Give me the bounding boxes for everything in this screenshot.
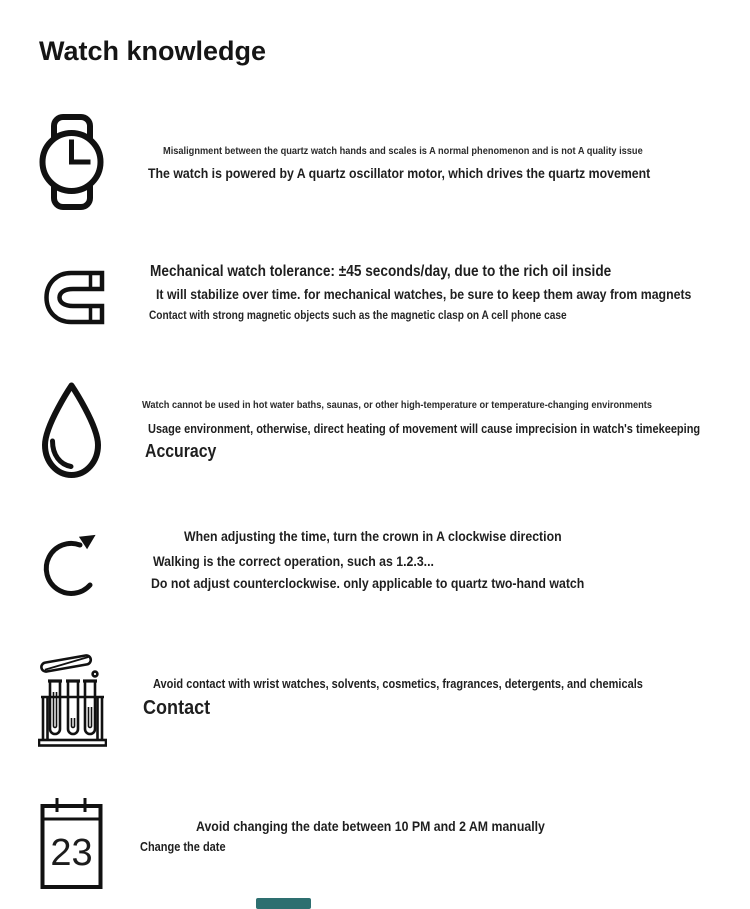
section-date-main: Avoid changing the date between 10 PM and 2 AM manually (196, 818, 545, 834)
section-date-sub: Change the date (140, 840, 226, 854)
page-title: Watch knowledge (39, 36, 267, 66)
calendar-icon (40, 798, 103, 890)
section-quartz-main: The watch is powered by A quartz oscillator motor, which drives the quartz movement (148, 165, 651, 181)
clockwise-arrow-icon (42, 524, 104, 604)
section-temperature-note: Watch cannot be used in hot water baths, saunas, or other high-temperature or temperature-changing environments (142, 399, 652, 411)
section-quartz-note: Misalignment between the quartz watch hands and scales is A normal phenomenon and is not A quality issue (163, 145, 643, 157)
section-crown-line2: Walking is the correct operation, such as 1.2.3... (153, 553, 434, 569)
quartz-watch-icon (38, 113, 105, 211)
section-chemicals-note: Avoid contact with wrist watches, solvents, cosmetics, fragrances, detergents, and chemicals (153, 677, 643, 691)
magnet-icon (43, 270, 105, 325)
section-chemicals-heading: Contact (143, 696, 211, 719)
calendar-day-number: 23 (50, 832, 93, 874)
water-drop-icon (40, 381, 103, 479)
section-crown-line1: When adjusting the time, turn the crown in A clockwise direction (184, 528, 562, 544)
section-temperature-sub: Usage environment, otherwise, direct heating of movement will cause imprecision in watch's timekeeping (148, 422, 701, 436)
section-magnet-note: Contact with strong magnetic objects such as the magnetic clasp on A cell phone case (149, 310, 567, 322)
section-magnet-main: Mechanical watch tolerance: ±45 seconds/day, due to the rich oil inside (150, 263, 612, 280)
test-tubes-icon (38, 650, 107, 747)
section-temperature-heading: Accuracy (145, 441, 217, 461)
section-magnet-sub: It will stabilize over time. for mechanical watches, be sure to keep them away from magnets (156, 286, 692, 302)
page-accent-bar (256, 898, 311, 909)
section-crown-line3: Do not adjust counterclockwise. only applicable to quartz two-hand watch (151, 575, 585, 591)
